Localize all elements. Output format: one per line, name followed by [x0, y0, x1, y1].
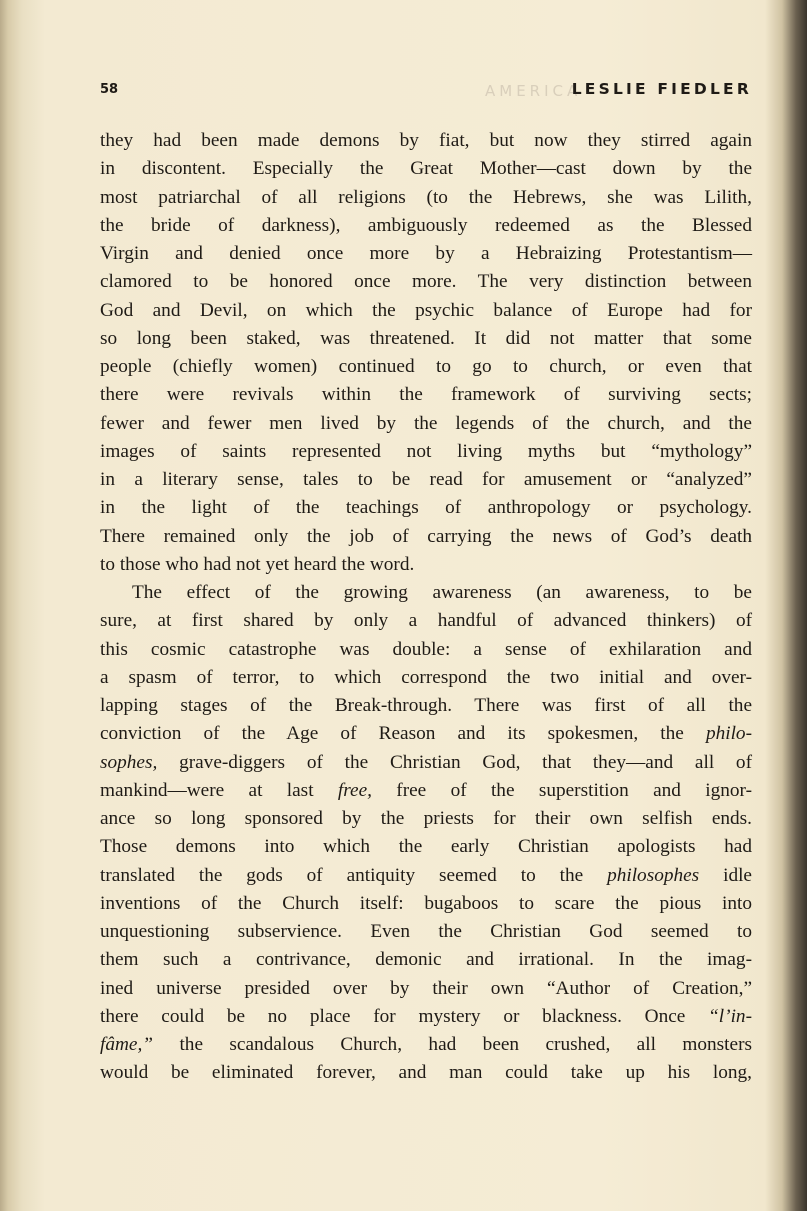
text-line [100, 551, 752, 579]
text-segment: most patriarchal of all religions (to the Hebrews, she was Lilith, [100, 186, 752, 208]
text-segment: fewer and fewer men lived by the legends of the church, and the [100, 412, 752, 434]
text-segment: ined universe presided over by their own “Author of Creation,” [100, 977, 752, 999]
text-line [100, 353, 752, 381]
text-segment: in the light of the teachings of anthropology or psychology. [100, 497, 752, 519]
text-line [100, 1031, 752, 1059]
italic-text: sophes, [100, 751, 158, 773]
text-line [100, 946, 752, 974]
text-segment: in a literary sense, tales to be read for amusement or “analyzed” [100, 469, 752, 490]
text-line [100, 268, 752, 296]
text-segment: inventions of the Church itself: bugaboos to scare the pious into [100, 892, 752, 914]
italic-text: philosophes [607, 864, 700, 886]
running-head: LESLIE FIEDLER [571, 80, 752, 98]
italic-text: fâme,” [100, 1034, 154, 1055]
text-segment: mankind—were at last [100, 779, 338, 801]
text-segment: images of saints represented not living myths but “mythology” [100, 440, 752, 462]
text-segment: the scandalous Church, had been crushed, all monsters [153, 1034, 752, 1055]
text-segment: this cosmic catastrophe was double: a sense of exhilaration and [100, 638, 752, 660]
text-segment: God and Devil, on which the psychic balance of Europe had for [100, 299, 752, 321]
text-line [100, 833, 752, 861]
text-segment: lapping stages of the Break-through. There was first of all the [100, 695, 752, 716]
text-segment: clamored to be honored once more. The very distinction between [100, 271, 752, 293]
italic-text: free, [337, 779, 372, 801]
text-line [100, 749, 752, 777]
text-line [100, 127, 752, 155]
text-segment: them such a contrivance, demonic and irrational. In the imag- [100, 949, 752, 971]
text-segment: There remained only the job of carrying the news of God’s death [100, 525, 752, 547]
text-line [100, 325, 752, 353]
text-segment: would be eliminated forever, and man could take up his long, [100, 1062, 752, 1084]
text-line [100, 494, 752, 522]
text-line [100, 1059, 752, 1087]
text-line [100, 1003, 752, 1031]
text-segment: sure, at first shared by only a handful of advanced thinkers) of [100, 610, 752, 632]
text-segment: so long been staked, was threatened. It did not matter that some [100, 327, 752, 349]
text-line [100, 381, 752, 409]
text-line [100, 410, 752, 438]
text-line [100, 720, 752, 748]
text-segment: Those demons into which the early Christian apologists had [100, 836, 752, 858]
paragraph [100, 127, 752, 579]
text-segment: they had been made demons by fiat, but now they stirred again [100, 130, 752, 151]
text-segment: unquestioning subservience. Even the Christian God seemed to [100, 921, 752, 942]
text-line [100, 664, 752, 692]
text-segment: there were revivals within the framework of surviving sects; [100, 384, 752, 406]
text-line [100, 975, 752, 1003]
text-line [100, 890, 752, 918]
text-segment: people (chiefly women) continued to go to church, or even that [100, 356, 752, 377]
text-line [100, 579, 752, 607]
text-line [100, 805, 752, 833]
text-line [100, 523, 752, 551]
text-segment: free of the superstition and ignor- [371, 779, 753, 801]
bleed-through-text: AMERICA [485, 82, 582, 100]
text-segment: conviction of the Age of Reason and its spokesmen, the [100, 723, 706, 745]
text-line [100, 466, 752, 494]
text-line [100, 636, 752, 664]
page-header [100, 80, 752, 106]
text-line [100, 777, 752, 805]
text-segment: to those who had not yet heard the word. [100, 553, 415, 575]
text-segment: in discontent. Especially the Great Mother—cast down by the [100, 158, 752, 180]
text-segment: Virgin and denied once more by a Hebraizing Protestantism— [100, 243, 752, 264]
text-line [100, 692, 752, 720]
text-line [100, 184, 752, 212]
text-segment: the bride of darkness), ambiguously redeemed as the Blessed [100, 214, 752, 236]
text-segment: a spasm of terror, to which correspond the two initial and over- [100, 666, 752, 688]
text-line [100, 155, 752, 183]
paragraph [100, 579, 752, 1088]
text-segment: The effect of the growing awareness (an awareness, to be [132, 582, 752, 603]
text-segment: grave-diggers of the Christian God, that they—and all of [157, 751, 752, 773]
text-segment: ance so long sponsored by the priests for their own selfish ends. [100, 808, 752, 829]
page-body [100, 127, 752, 1088]
text-line [100, 438, 752, 466]
text-segment: translated the gods of antiquity seemed to the [100, 864, 608, 886]
text-line [100, 240, 752, 268]
text-segment: idle [699, 864, 752, 886]
italic-text: philo- [705, 723, 752, 745]
text-line [100, 918, 752, 946]
text-line [100, 297, 752, 325]
text-line [100, 607, 752, 635]
text-segment: there could be no place for mystery or blackness. Once [100, 1005, 709, 1027]
page-number: 58 [100, 82, 119, 97]
italic-text: “l’in- [708, 1005, 752, 1027]
text-line [100, 862, 752, 890]
text-line [100, 212, 752, 240]
